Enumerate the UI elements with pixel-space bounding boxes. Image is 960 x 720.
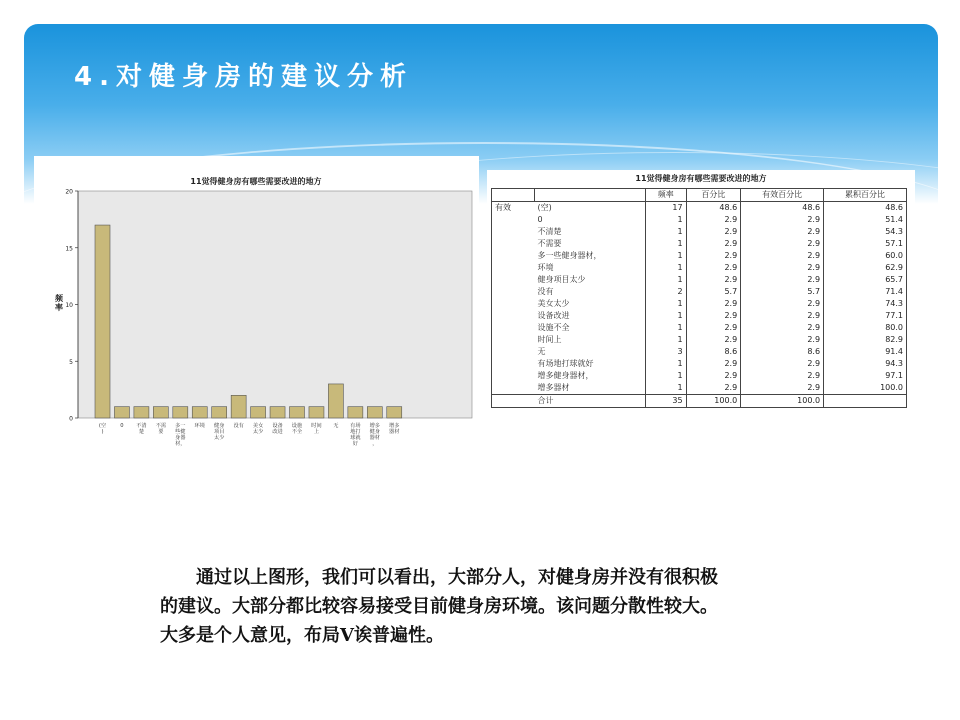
percent-cell: 2.9 <box>686 370 741 382</box>
table-row <box>492 382 907 395</box>
valid-percent-cell: 2.9 <box>741 310 824 322</box>
valid-percent-cell: 5.7 <box>741 286 824 298</box>
cumulative-percent-cell: 74.3 <box>824 298 907 310</box>
percent-cell: 2.9 <box>686 298 741 310</box>
frequency-table-panel <box>487 170 915 440</box>
bar <box>348 407 363 418</box>
bar <box>114 407 129 418</box>
row-label-cell: 不需要 <box>537 239 562 248</box>
cumulative-percent-cell: 77.1 <box>824 310 907 322</box>
slide-title: 4.对健身房的建议分析 <box>74 62 413 92</box>
row-label-cell: 有场地打球就好 <box>537 359 594 368</box>
table-row <box>492 286 907 298</box>
table-total-row <box>492 395 907 408</box>
y-tick-label: 20 <box>65 188 73 196</box>
table-header-row <box>492 189 907 202</box>
valid-percent-cell: 2.9 <box>741 322 824 334</box>
row-group-cell <box>492 310 535 322</box>
table-row <box>492 274 907 286</box>
frequency-cell: 1 <box>646 358 687 370</box>
row-group-cell <box>492 346 535 358</box>
bar <box>231 395 246 418</box>
table-row <box>492 202 907 215</box>
table-title: 11觉得健身房有哪些需要改进的地方 <box>635 174 767 183</box>
cumulative-percent-cell: 94.3 <box>824 358 907 370</box>
percent-cell: 2.9 <box>686 226 741 238</box>
x-tick-label: 增多健身器材， <box>369 423 380 447</box>
x-tick-label: 美女太少 <box>252 423 264 435</box>
table-row <box>492 298 907 310</box>
header-cell <box>492 189 535 202</box>
bar <box>251 407 266 418</box>
x-tick-label: 设备改进 <box>272 423 283 435</box>
bar-chart <box>34 156 479 456</box>
cumulative-percent-cell: 65.7 <box>824 274 907 286</box>
frequency-cell: 1 <box>646 310 687 322</box>
header-cell <box>535 189 646 202</box>
bar <box>192 407 207 418</box>
x-tick-label: (空) <box>98 423 107 435</box>
row-group-cell <box>492 214 535 226</box>
header-cell: 累积百分比 <box>824 189 907 202</box>
row-group-cell <box>492 262 535 274</box>
row-group-cell <box>492 370 535 382</box>
percent-cell: 2.9 <box>686 334 741 346</box>
percent-cell: 2.9 <box>686 238 741 250</box>
table-row <box>492 334 907 346</box>
frequency-cell: 17 <box>646 202 687 215</box>
x-tick-label: 设施不全 <box>291 423 303 435</box>
cumulative-percent-cell: 80.0 <box>824 322 907 334</box>
cumulative-percent-cell: 100.0 <box>824 382 907 395</box>
percent-cell: 5.7 <box>686 286 741 298</box>
y-tick-label: 0 <box>69 415 73 423</box>
x-tick-label: 没有 <box>233 423 244 429</box>
cumulative-percent-cell: 82.9 <box>824 334 907 346</box>
row-label-cell: 不清楚 <box>537 227 562 236</box>
cumulative-percent-cell: 54.3 <box>824 226 907 238</box>
x-tick-label: 不清楚 <box>136 423 147 435</box>
percent-cell: 2.9 <box>686 322 741 334</box>
plot-area <box>78 191 472 418</box>
frequency-cell: 1 <box>646 322 687 334</box>
valid-percent-cell: 2.9 <box>741 214 824 226</box>
row-group-cell <box>492 322 535 334</box>
bar <box>290 407 305 418</box>
header-cell: 频率 <box>646 189 687 202</box>
bar <box>173 407 188 418</box>
frequency-cell: 1 <box>646 274 687 286</box>
cumulative-percent-cell: 57.1 <box>824 238 907 250</box>
table-row <box>492 346 907 358</box>
row-label-cell: 环境 <box>537 263 554 272</box>
row-group-cell <box>492 274 535 286</box>
bar <box>387 407 402 418</box>
table-row <box>492 238 907 250</box>
table-row <box>492 250 907 262</box>
row-group-cell <box>492 238 535 250</box>
cumulative-percent-cell: 97.1 <box>824 370 907 382</box>
frequency-cell: 1 <box>646 382 687 395</box>
percent-cell: 2.9 <box>686 250 741 262</box>
caption-text: 通过以上图形，我们可以看出，大部分人，对健身房并没有很积极的建议。大部分都比较容易接受目前健身房环境。该问题分散性较大。大多是个人意见，布局V诶普遍性。 <box>160 567 718 646</box>
y-axis-label: 频 <box>55 294 63 303</box>
valid-percent-cell: 2.9 <box>741 334 824 346</box>
percent-cell: 48.6 <box>686 202 741 215</box>
bar-chart-panel <box>34 156 479 456</box>
valid-percent-cell: 2.9 <box>741 358 824 370</box>
percent-cell: 8.6 <box>686 346 741 358</box>
percent-cell: 2.9 <box>686 358 741 370</box>
row-label-cell: 美女太少 <box>537 299 570 308</box>
valid-percent-cell: 100.0 <box>741 395 824 408</box>
y-tick-label: 10 <box>65 302 73 309</box>
row-label-cell: 无 <box>537 347 546 356</box>
valid-percent-cell: 2.9 <box>741 238 824 250</box>
frequency-cell: 3 <box>646 346 687 358</box>
cumulative-percent-cell <box>824 395 907 408</box>
row-group-cell: 有效 <box>495 203 511 212</box>
row-group-cell <box>492 334 535 346</box>
frequency-cell: 35 <box>646 395 687 408</box>
cumulative-percent-cell: 71.4 <box>824 286 907 298</box>
x-tick-label: 时间上 <box>311 423 322 435</box>
y-tick-label: 5 <box>69 358 73 366</box>
row-label-cell: 设施不全 <box>537 323 570 332</box>
row-group-cell <box>492 358 535 370</box>
y-axis-label: 率 <box>55 303 63 312</box>
x-tick-label: 健身项目太少 <box>214 423 225 441</box>
cumulative-percent-cell: 60.0 <box>824 250 907 262</box>
table-row <box>492 370 907 382</box>
row-label-cell: 健身项目太少 <box>537 275 586 284</box>
valid-percent-cell: 48.6 <box>741 202 824 215</box>
frequency-cell: 1 <box>646 370 687 382</box>
frequency-cell: 1 <box>646 334 687 346</box>
valid-percent-cell: 2.9 <box>741 382 824 395</box>
bar <box>134 407 149 418</box>
cumulative-percent-cell: 91.4 <box>824 346 907 358</box>
table-row <box>492 310 907 322</box>
x-tick-label: 增多器材 <box>389 423 400 435</box>
frequency-cell: 1 <box>646 250 687 262</box>
table-row <box>492 262 907 274</box>
frequency-cell: 1 <box>646 298 687 310</box>
x-tick-label: 0 <box>120 423 124 429</box>
x-tick-label: 无 <box>333 423 339 429</box>
bar <box>328 384 343 418</box>
header-cell: 百分比 <box>686 189 741 202</box>
percent-cell: 2.9 <box>686 310 741 322</box>
row-group-cell <box>492 250 535 262</box>
header-cell: 有效百分比 <box>741 189 824 202</box>
bar <box>212 407 227 418</box>
frequency-cell: 2 <box>646 286 687 298</box>
frequency-cell: 1 <box>646 238 687 250</box>
row-group-cell <box>492 286 535 298</box>
bar <box>270 407 285 418</box>
percent-cell: 2.9 <box>686 382 741 395</box>
bar <box>309 407 324 418</box>
valid-percent-cell: 8.6 <box>741 346 824 358</box>
bar <box>95 225 110 418</box>
x-tick-label: 不需要 <box>155 423 167 435</box>
row-label-cell: 0 <box>537 215 543 224</box>
valid-percent-cell: 2.9 <box>741 226 824 238</box>
cumulative-percent-cell: 62.9 <box>824 262 907 274</box>
row-group-cell <box>492 395 535 408</box>
valid-percent-cell: 2.9 <box>741 370 824 382</box>
frequency-cell: 1 <box>646 226 687 238</box>
valid-percent-cell: 2.9 <box>741 262 824 274</box>
frequency-table <box>491 188 907 408</box>
table-row <box>492 214 907 226</box>
row-label-cell: (空) <box>537 203 552 212</box>
chart-title: 11觉得健身房有哪些需要改进的地方 <box>190 177 322 186</box>
percent-cell: 2.9 <box>686 214 741 226</box>
cumulative-percent-cell: 48.6 <box>824 202 907 215</box>
bar <box>153 407 168 418</box>
x-tick-label: 多一些健身器材， <box>175 423 186 447</box>
percent-cell: 100.0 <box>686 395 741 408</box>
bar <box>367 407 382 418</box>
x-tick-label: 有场地打球就好 <box>350 423 361 447</box>
table-row <box>492 322 907 334</box>
row-group-cell <box>492 226 535 238</box>
table-row <box>492 226 907 238</box>
row-label-cell: 合计 <box>535 395 646 408</box>
percent-cell: 2.9 <box>686 262 741 274</box>
y-tick-label: 15 <box>65 245 73 253</box>
percent-cell: 2.9 <box>686 274 741 286</box>
valid-percent-cell: 2.9 <box>741 298 824 310</box>
valid-percent-cell: 2.9 <box>741 274 824 286</box>
row-label-cell: 多一些健身器材， <box>537 251 602 260</box>
row-label-cell: 设备改进 <box>537 311 570 320</box>
row-group-cell <box>492 382 535 395</box>
row-label-cell: 增多健身器材， <box>537 371 594 380</box>
row-label-cell: 时间上 <box>537 335 562 344</box>
row-label-cell: 没有 <box>537 287 554 296</box>
frequency-cell: 1 <box>646 262 687 274</box>
x-tick-label: 环境 <box>194 423 205 429</box>
frequency-cell: 1 <box>646 214 687 226</box>
row-label-cell: 增多器材 <box>537 383 570 392</box>
cumulative-percent-cell: 51.4 <box>824 214 907 226</box>
table-row <box>492 358 907 370</box>
row-group-cell <box>492 298 535 310</box>
valid-percent-cell: 2.9 <box>741 250 824 262</box>
